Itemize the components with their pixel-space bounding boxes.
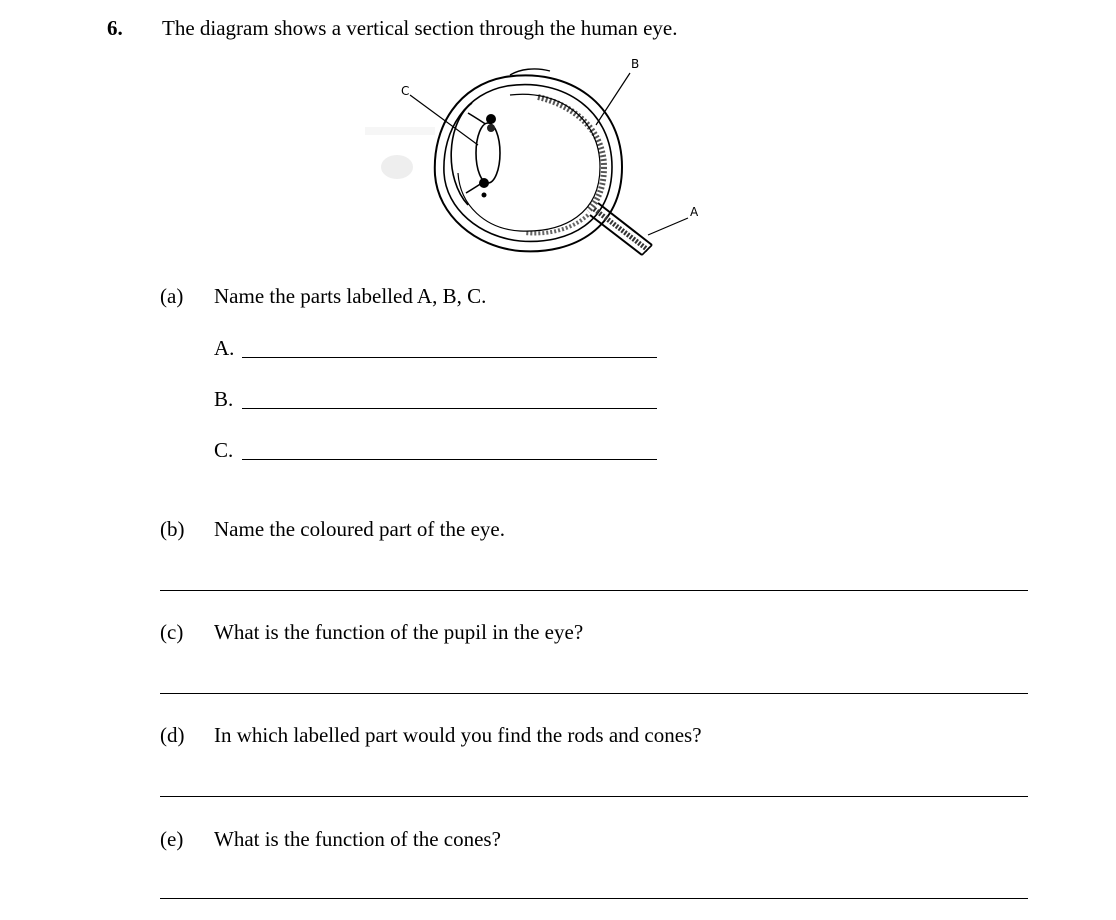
ciliary-body-upper [486,114,496,124]
diagram-label-c: C [401,84,410,98]
ciliary-body-upper-2 [487,124,495,132]
answer-d-part-line[interactable] [160,796,1028,797]
eye-diagram [360,55,720,265]
part-c-label: (c) [160,620,184,644]
part-a-label: (a) [160,284,184,308]
question-number: 6. [107,16,123,40]
leader-line-a [648,218,688,235]
part-a-text: Name the parts labelled A, B, C. [214,284,487,308]
optic-nerve [590,203,652,255]
answer-e-part-line[interactable] [160,898,1028,899]
choroid-outline [444,85,612,242]
leader-line-c [410,95,478,145]
leader-line-b [596,73,630,125]
answer-b-part-line[interactable] [160,590,1028,591]
answer-a-label: A. [214,336,235,360]
answer-c-part-line[interactable] [160,693,1028,694]
diagram-label-a: A [690,205,699,219]
upper-muscle [510,69,550,75]
sclera-outline [435,75,622,251]
part-d-label: (d) [160,723,185,747]
part-e-text: What is the function of the cones? [214,827,501,851]
part-e-label: (e) [160,827,184,851]
answer-c-line[interactable] [242,459,657,460]
part-c-text: What is the function of the pupil in the eye? [214,620,584,644]
scan-smudge [381,155,413,179]
part-d-text: In which labelled part would you find the rods and cones? [214,723,702,747]
answer-c-label: C. [214,438,234,462]
diagram-label-b: B [631,57,640,71]
answer-b-line[interactable] [242,408,657,409]
scan-smudge [365,127,435,135]
part-b-text: Name the coloured part of the eye. [214,517,505,541]
question-intro: The diagram shows a vertical section through the human eye. [162,16,678,40]
ciliary-body-lower [479,178,489,188]
answer-b-label: B. [214,387,234,411]
ciliary-body-lower-2 [482,193,487,198]
part-b-label: (b) [160,517,185,541]
lens [476,123,500,183]
answer-a-line[interactable] [242,357,657,358]
